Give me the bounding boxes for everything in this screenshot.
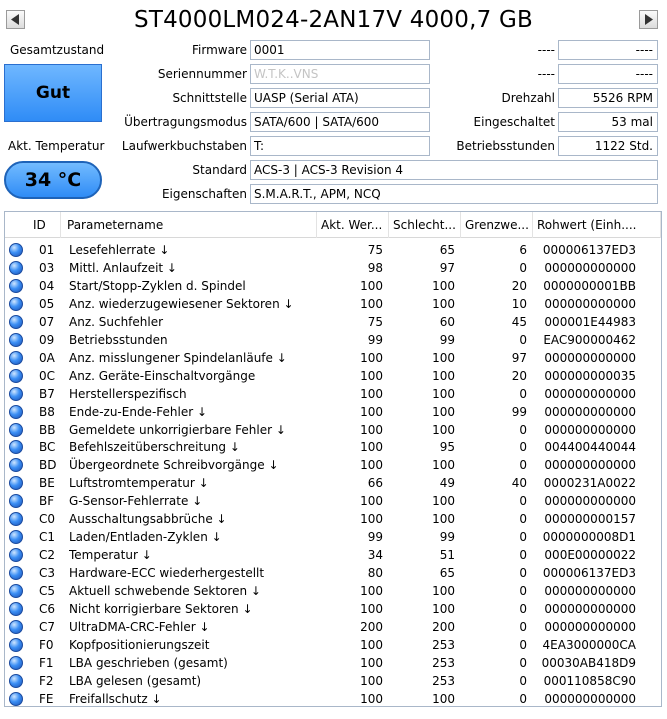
cell-current: 100 (360, 368, 383, 383)
cell-id: BB (39, 422, 56, 437)
drive-letter-label: Laufwerkbuchstaben (121, 139, 247, 153)
cell-current: 100 (360, 584, 383, 599)
status-dot-icon (9, 405, 23, 419)
cell-name: Freifallschutz ↓ (69, 691, 162, 706)
table-row[interactable] (5, 528, 661, 546)
status-dot-icon (9, 494, 23, 508)
table-row[interactable] (5, 582, 661, 600)
cell-id: 04 (39, 278, 55, 293)
cell-raw: 4EA3000000CA (542, 637, 636, 652)
status-dot-icon (9, 638, 23, 652)
status-dot-icon (9, 674, 23, 688)
cell-name: Nicht korrigierbare Sektoren ↓ (69, 602, 253, 616)
temperature-badge[interactable]: 34 °C (4, 161, 102, 199)
cell-current: 100 (360, 296, 383, 311)
column-header-current[interactable]: Akt. Wer... (317, 212, 389, 238)
cell-current: 100 (360, 637, 383, 652)
cell-name: Aktuell schwebende Sektoren ↓ (69, 584, 261, 599)
table-row[interactable] (5, 564, 661, 582)
status-dot-icon (9, 369, 23, 383)
transfer-mode-label: Übertragungsmodus (124, 115, 247, 129)
table-row[interactable] (5, 331, 661, 349)
cell-raw: 0000231A0022 (543, 476, 636, 491)
cell-worst: 100 (432, 386, 455, 401)
cell-worst: 100 (432, 512, 455, 527)
cell-worst: 99 (439, 530, 455, 545)
table-row[interactable] (5, 492, 661, 510)
cell-current: 99 (367, 530, 383, 545)
cell-id: C2 (39, 548, 56, 563)
cell-worst: 100 (432, 296, 455, 311)
blank-label-1: ---- (537, 43, 555, 57)
cell-worst: 253 (432, 673, 455, 688)
table-row[interactable] (5, 259, 661, 277)
cell-name: Lesefehlerrate ↓ (69, 243, 170, 257)
cell-current: 34 (367, 548, 383, 563)
column-header-worst[interactable]: Schlecht... (389, 212, 461, 238)
cell-id: F1 (39, 655, 54, 670)
cell-raw: 0000000008D1 (542, 530, 636, 545)
cell-id: 03 (39, 260, 55, 275)
cell-threshold: 0 (519, 602, 527, 616)
table-row[interactable] (5, 474, 661, 492)
status-dot-icon (9, 333, 23, 347)
cell-raw: EAC900000462 (543, 332, 636, 347)
cell-name: Luftstromtemperatur ↓ (69, 476, 209, 491)
next-disk-button[interactable] (639, 10, 658, 29)
cell-raw: 000000000000 (544, 422, 636, 437)
cell-name: Temperatur ↓ (69, 548, 152, 563)
cell-threshold: 0 (519, 494, 527, 509)
cell-current: 100 (360, 512, 383, 527)
rotation-rate-label: Drehzahl (501, 91, 555, 105)
cell-raw: 000000000000 (544, 458, 636, 473)
cell-id: 07 (39, 314, 55, 329)
cell-raw: 000000000000 (544, 602, 636, 616)
cell-threshold: 0 (519, 530, 527, 545)
cell-raw: 000000000035 (544, 368, 636, 383)
status-dot-icon (9, 458, 23, 472)
power-on-count-field: 53 mal (558, 112, 658, 132)
cell-id: 0A (39, 350, 55, 365)
table-row[interactable] (5, 636, 661, 654)
status-dot-icon (9, 548, 23, 562)
cell-raw: 000000000157 (544, 512, 636, 527)
cell-raw: 000000000000 (544, 494, 636, 509)
cell-current: 75 (367, 243, 383, 257)
cell-current: 100 (360, 494, 383, 509)
cell-id: 01 (39, 243, 55, 257)
table-row[interactable] (5, 510, 661, 528)
cell-name: Anz. misslungener Spindelanläufe ↓ (69, 350, 287, 365)
cell-threshold: 0 (519, 458, 527, 473)
cell-id: B7 (39, 386, 55, 401)
status-dot-icon (9, 692, 23, 706)
interface-field: UASP (Serial ATA) (250, 88, 430, 108)
cell-current: 100 (360, 404, 383, 419)
cell-id: 0C (39, 368, 56, 383)
cell-current: 100 (360, 386, 383, 401)
cell-raw: 000006137ED3 (542, 566, 636, 581)
cell-id: BF (39, 494, 55, 509)
status-dot-icon (9, 297, 23, 311)
cell-worst: 99 (439, 332, 455, 347)
cell-current: 99 (367, 332, 383, 347)
cell-current: 98 (367, 260, 383, 275)
cell-id: BD (39, 458, 57, 473)
cell-current: 100 (360, 458, 383, 473)
standard-field: ACS-3 | ACS-3 Revision 4 (250, 160, 658, 180)
table-header (5, 212, 661, 238)
cell-current: 100 (360, 655, 383, 670)
cell-current: 80 (367, 566, 383, 581)
health-status-badge[interactable]: Gut (4, 64, 102, 122)
table-row[interactable] (5, 367, 661, 385)
table-row[interactable] (5, 403, 661, 421)
status-dot-icon (9, 261, 23, 275)
cell-name: Übergeordnete Schreibvorgänge ↓ (69, 458, 279, 473)
cell-name: Start/Stopp-Zyklen d. Spindel (69, 278, 246, 293)
cell-current: 66 (367, 476, 383, 491)
features-label: Eigenschaften (161, 187, 247, 201)
cell-raw: 0000000001BB (543, 278, 636, 293)
cell-worst: 49 (439, 476, 455, 491)
cell-name: Anz. Geräte-Einschaltvorgänge (69, 368, 256, 383)
cell-threshold: 0 (519, 566, 527, 581)
cell-name: UltraDMA-CRC-Fehler ↓ (69, 619, 210, 634)
cell-threshold: 0 (519, 619, 527, 634)
table-row[interactable] (5, 654, 661, 672)
column-header-name[interactable]: Parametername (63, 212, 317, 238)
cell-threshold: 20 (511, 278, 527, 293)
table-row[interactable] (5, 241, 661, 259)
cell-threshold: 0 (519, 422, 527, 437)
cell-threshold: 0 (519, 548, 527, 563)
status-dot-icon (9, 512, 23, 526)
cell-threshold: 0 (519, 260, 527, 275)
cell-name: Anz. Suchfehler (69, 314, 164, 329)
cell-worst: 100 (432, 278, 455, 293)
cell-threshold: 0 (519, 691, 527, 706)
serial-field: W.T.K..VNS (250, 64, 430, 84)
cell-current: 200 (360, 619, 383, 634)
cell-current: 100 (360, 673, 383, 688)
table-row[interactable] (5, 385, 661, 403)
cell-raw: 000000000000 (544, 350, 636, 365)
cell-id: BC (39, 440, 56, 455)
column-header-raw[interactable]: Rohwert (Einh.... (533, 212, 661, 238)
table-row[interactable] (5, 672, 661, 690)
transfer-mode-field: SATA/600 | SATA/600 (250, 112, 430, 132)
cell-name: Hardware-ECC wiederhergestellt (69, 566, 265, 581)
cell-current: 100 (360, 422, 383, 437)
cell-threshold: 0 (519, 655, 527, 670)
table-row[interactable] (5, 277, 661, 295)
cell-raw: 000000000000 (544, 691, 636, 706)
cell-threshold: 0 (519, 637, 527, 652)
page-title: ST4000LM024-2AN17V 4000,7 GB (134, 7, 533, 33)
cell-current: 75 (367, 314, 383, 329)
cell-worst: 95 (439, 440, 455, 455)
cell-threshold: 0 (519, 584, 527, 599)
status-dot-icon (9, 476, 23, 490)
cell-id: C1 (39, 530, 56, 545)
cell-raw: 004400440044 (544, 440, 636, 455)
serial-label: Seriennummer (157, 67, 247, 81)
cell-threshold: 0 (519, 512, 527, 527)
cell-raw: 000E00000022 (544, 548, 636, 563)
cell-worst: 253 (432, 637, 455, 652)
cell-worst: 100 (432, 494, 455, 509)
smart-attributes-table[interactable] (4, 211, 662, 707)
cell-name: Ende-zu-Ende-Fehler ↓ (69, 404, 208, 419)
cell-worst: 100 (432, 691, 455, 706)
column-header-id[interactable]: ID (29, 212, 61, 238)
cell-threshold: 0 (519, 386, 527, 401)
drive-letter-field: T: (250, 136, 430, 156)
cell-threshold: 20 (511, 368, 527, 383)
cell-id: C0 (39, 512, 56, 527)
cell-threshold: 0 (519, 440, 527, 455)
status-dot-icon (9, 351, 23, 365)
cell-current: 100 (360, 278, 383, 293)
cell-worst: 253 (432, 655, 455, 670)
cell-current: 100 (360, 440, 383, 455)
table-row[interactable] (5, 313, 661, 331)
status-dot-icon (9, 243, 23, 257)
cell-worst: 60 (439, 314, 455, 329)
cell-name: Ausschaltungsabbrüche ↓ (69, 512, 227, 527)
rotation-rate-field: 5526 RPM (558, 88, 658, 108)
status-dot-icon (9, 620, 23, 634)
cell-name: LBA geschrieben (gesamt) (69, 655, 228, 670)
cell-threshold: 97 (511, 350, 527, 365)
interface-label: Schnittstelle (172, 91, 247, 105)
cell-raw: 000000000000 (544, 386, 636, 401)
cell-raw: 000000000000 (544, 619, 636, 634)
status-dot-icon (9, 656, 23, 670)
cell-name: G-Sensor-Fehlerrate ↓ (69, 494, 203, 509)
firmware-field: 0001 (250, 40, 430, 60)
cell-worst: 65 (439, 566, 455, 581)
cell-threshold: 0 (519, 332, 527, 347)
table-row[interactable] (5, 456, 661, 474)
status-dot-icon (9, 387, 23, 401)
cell-raw: 000006137ED3 (542, 243, 636, 257)
blank-field-2: ---- (558, 64, 658, 84)
cell-id: F0 (39, 637, 54, 652)
features-field: S.M.A.R.T., APM, NCQ (250, 184, 658, 204)
cell-threshold: 10 (511, 296, 527, 311)
cell-worst: 100 (432, 458, 455, 473)
column-header-threshold[interactable]: Grenzwe... (461, 212, 533, 238)
table-row[interactable] (5, 438, 661, 456)
blank-label-2: ---- (537, 67, 555, 81)
cell-id: F2 (39, 673, 54, 688)
cell-current: 100 (360, 350, 383, 365)
cell-threshold: 45 (511, 314, 527, 329)
standard-label: Standard (192, 163, 247, 177)
cell-worst: 100 (432, 368, 455, 383)
cell-worst: 97 (439, 260, 455, 275)
power-on-hours-label: Betriebsstunden (456, 139, 555, 153)
power-on-count-label: Eingeschaltet (473, 115, 555, 129)
table-row[interactable] (5, 349, 661, 367)
status-dot-icon (9, 315, 23, 329)
cell-id: 05 (39, 296, 55, 311)
cell-raw: 000000000000 (544, 584, 636, 599)
status-dot-icon (9, 584, 23, 598)
cell-raw: 000110858C90 (543, 673, 636, 688)
table-row[interactable] (5, 600, 661, 618)
cell-threshold: 0 (519, 673, 527, 688)
cell-raw: 00030AB418D9 (541, 655, 636, 670)
cell-name: Gemeldete unkorrigierbare Fehler ↓ (69, 422, 286, 437)
cell-id: B8 (39, 404, 55, 419)
cell-name: LBA gelesen (gesamt) (69, 673, 202, 688)
cell-current: 100 (360, 602, 383, 616)
cell-id: C5 (39, 584, 56, 599)
table-row[interactable] (5, 690, 661, 707)
status-dot-icon (9, 566, 23, 580)
cell-name: Laden/Entladen-Zyklen ↓ (69, 530, 222, 545)
cell-name: Befehlszeitüberschreitung ↓ (69, 440, 240, 455)
status-dot-icon (9, 423, 23, 437)
cell-threshold: 6 (519, 243, 527, 257)
blank-field-1: ---- (558, 40, 658, 60)
cell-worst: 100 (432, 404, 455, 419)
cell-threshold: 40 (511, 476, 527, 491)
cell-name: Anz. wiederzugewiesener Sektoren ↓ (69, 296, 294, 311)
cell-raw: 000000000000 (544, 296, 636, 311)
triangle-right-icon (644, 14, 653, 25)
cell-worst: 100 (432, 422, 455, 437)
cell-name: Kopfpositionierungszeit (69, 637, 210, 652)
cell-threshold: 99 (511, 404, 527, 419)
cell-worst: 65 (439, 243, 455, 257)
cell-raw: 000000000000 (544, 404, 636, 419)
cell-worst: 100 (432, 350, 455, 365)
power-on-hours-field: 1122 Std. (558, 136, 658, 156)
bottom-edge (0, 709, 667, 719)
cell-name: Betriebsstunden (69, 332, 168, 347)
status-dot-icon (9, 440, 23, 454)
status-dot-icon (9, 602, 23, 616)
cell-id: C7 (39, 619, 56, 634)
cell-worst: 100 (432, 602, 455, 616)
table-row[interactable] (5, 421, 661, 439)
table-row[interactable] (5, 295, 661, 313)
cell-id: C3 (39, 566, 56, 581)
cell-raw: 000001E44983 (544, 314, 636, 329)
cell-worst: 200 (432, 619, 455, 634)
cell-worst: 51 (439, 548, 455, 563)
cell-name: Herstellerspezifisch (69, 386, 187, 401)
cell-raw: 000000000000 (544, 260, 636, 275)
temperature-label: Akt. Temperatur (8, 139, 105, 153)
cell-current: 100 (360, 691, 383, 706)
status-dot-icon (9, 279, 23, 293)
table-row[interactable] (5, 618, 661, 636)
cell-id: FE (39, 691, 54, 706)
cell-id: BE (39, 476, 55, 491)
firmware-label: Firmware (192, 43, 247, 57)
health-label: Gesamtzustand (10, 43, 105, 57)
cell-name: Mittl. Anlaufzeit ↓ (69, 260, 177, 275)
table-row[interactable] (5, 546, 661, 564)
cell-worst: 100 (432, 584, 455, 599)
status-dot-icon (9, 530, 23, 544)
cell-id: C6 (39, 602, 56, 616)
cell-id: 09 (39, 332, 55, 347)
